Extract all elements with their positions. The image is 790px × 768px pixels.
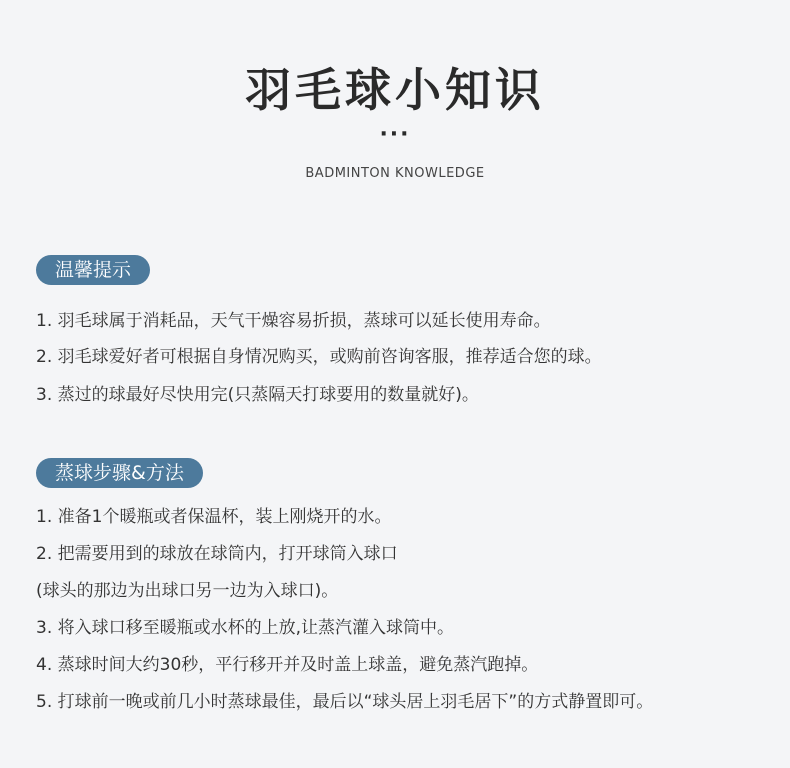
list-item: 5. 打球前一晚或前几小时蒸球最佳，最后以“球头居上羽毛居下”的方式静置即可。 (36, 692, 654, 712)
list-item: 3. 将入球口移至暖瓶或水杯的上放,让蒸汽灌入球筒中。 (36, 618, 455, 638)
list-item: 1. 准备1个暖瓶或者保温杯，装上刚烧开的水。 (36, 507, 392, 527)
list-item: 1. 羽毛球属于消耗品，天气干燥容易折损，蒸球可以延长使用寿命。 (36, 311, 551, 331)
title-dots: ··· (379, 122, 411, 147)
list-item: (球头的那边为出球口另一边为入球口)。 (36, 581, 339, 601)
section-badge-tips: 温馨提示 (36, 255, 150, 285)
subtitle: BADMINTON KNOWLEDGE (305, 166, 485, 181)
list-item: 2. 羽毛球爱好者可根据自身情况购买，或购前咨询客服，推荐适合您的球。 (36, 347, 602, 367)
page-title: 羽毛球小知识 (245, 63, 545, 117)
list-item: 2. 把需要用到的球放在球筒内，打开球筒入球口 (36, 544, 398, 564)
section-badge-steps: 蒸球步骤&方法 (36, 458, 203, 488)
list-item: 4. 蒸球时间大约30秒，平行移开并及时盖上球盖，避免蒸汽跑掉。 (36, 655, 539, 675)
list-item: 3. 蒸过的球最好尽快用完(只蒸隔天打球要用的数量就好)。 (36, 385, 479, 405)
